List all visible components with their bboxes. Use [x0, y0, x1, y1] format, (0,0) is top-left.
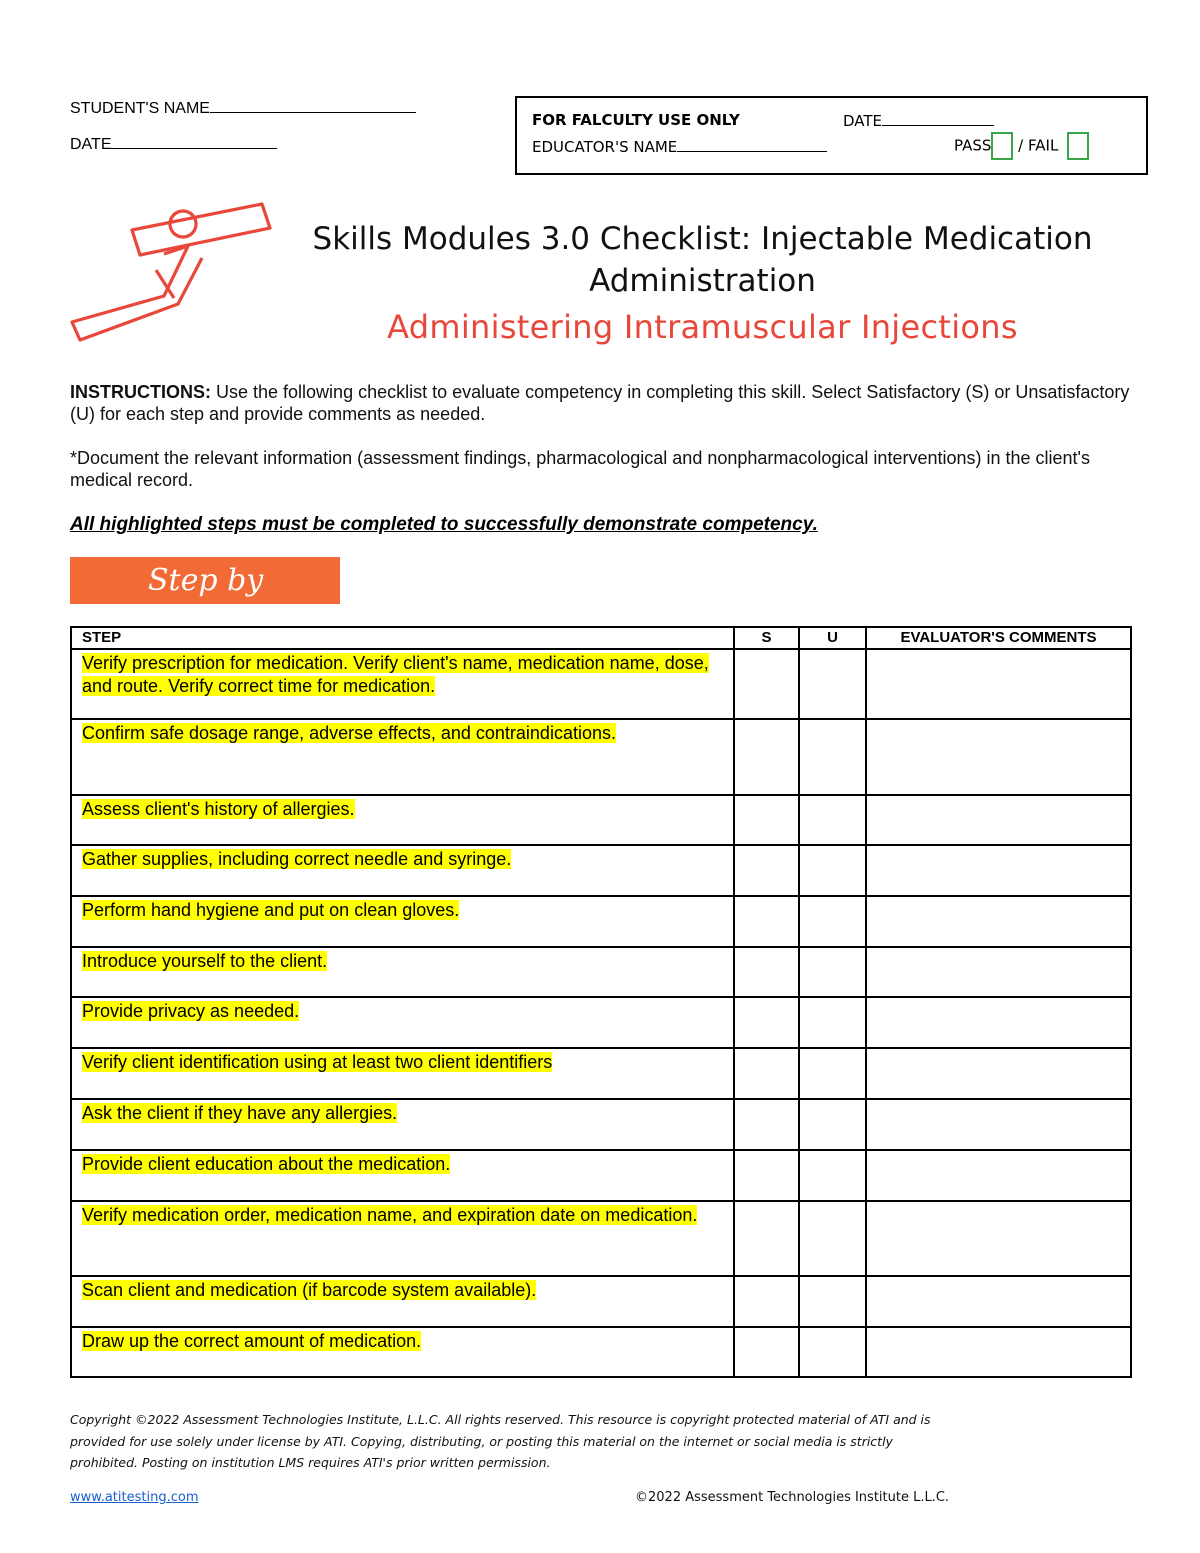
comments-cell[interactable]: [866, 947, 1131, 997]
u-cell[interactable]: [799, 997, 866, 1048]
step-text: Scan client and medication (if barcode system available).: [82, 1280, 537, 1300]
table-row: [71, 1048, 1131, 1099]
comments-cell[interactable]: [866, 1150, 1131, 1201]
page-subtitle: Administering Intramuscular Injections: [387, 308, 1018, 346]
copyright-line-2: provided for use solely under license by ATI. Copying, distributing, or posting this material on the internet or social media is strictly: [70, 1433, 893, 1449]
s-cell[interactable]: [734, 1099, 799, 1150]
table-row: [71, 795, 1131, 845]
comments-cell[interactable]: [866, 845, 1131, 896]
u-cell[interactable]: [799, 795, 866, 845]
table-row: [71, 1327, 1131, 1377]
comments-cell[interactable]: [866, 719, 1131, 795]
fail-label: FAIL: [1028, 136, 1059, 155]
educator-name-field[interactable]: [677, 137, 827, 152]
ati-website-link[interactable]: www.atitesting.com: [70, 1490, 199, 1505]
comments-cell[interactable]: [866, 997, 1131, 1048]
step-cell: [71, 845, 734, 896]
instructions-paragraph: [70, 381, 1130, 425]
pass-fail-group: [954, 132, 1089, 160]
faculty-date-label: DATE: [843, 111, 994, 130]
s-cell[interactable]: [734, 947, 799, 997]
step-cell: [71, 1150, 734, 1201]
comments-cell[interactable]: [866, 896, 1131, 947]
step-text: Ask the client if they have any allergies.: [82, 1103, 398, 1123]
table-row: [71, 997, 1131, 1048]
u-cell[interactable]: [799, 1201, 866, 1276]
faculty-title: FOR FALCULTY USE ONLY: [532, 111, 740, 129]
s-cell[interactable]: [734, 845, 799, 896]
u-cell[interactable]: [799, 845, 866, 896]
s-cell[interactable]: [734, 896, 799, 947]
copyright-line-3: prohibited. Posting on institution LMS requires ATI's prior written permission.: [70, 1455, 551, 1470]
step-by-step-banner: Step by Step: [70, 557, 340, 604]
s-cell[interactable]: [734, 1048, 799, 1099]
table-row: [71, 1150, 1131, 1201]
s-cell[interactable]: [734, 719, 799, 795]
title-line-2: Administration: [589, 263, 816, 299]
step-text: Assess client's history of allergies.: [82, 799, 355, 819]
step-cell: [71, 795, 734, 845]
step-text: Verify prescription for medication. Verify client's name, medication name, dose, and route. Verify correct time for medication.: [82, 653, 709, 696]
header-comments: EVALUATOR'S COMMENTS: [866, 627, 1131, 649]
table-row: [71, 845, 1131, 896]
instructions-label: INSTRUCTIONS:: [70, 382, 211, 402]
step-cell: [71, 1201, 734, 1276]
comments-cell[interactable]: [866, 795, 1131, 845]
s-cell[interactable]: [734, 1201, 799, 1276]
step-cell: [71, 1048, 734, 1099]
student-date-field[interactable]: [111, 134, 277, 149]
step-cell: [71, 1327, 734, 1377]
educator-name-label: EDUCATOR'S NAME: [532, 137, 827, 156]
s-cell[interactable]: [734, 997, 799, 1048]
table-row: [71, 1276, 1131, 1327]
s-cell[interactable]: [734, 1327, 799, 1377]
u-cell[interactable]: [799, 1327, 866, 1377]
step-text: Confirm safe dosage range, adverse effects, and contraindications.: [82, 723, 616, 743]
step-text: Verify client identification using at least two client identifiers: [82, 1052, 553, 1072]
header-s: S: [734, 627, 799, 649]
pass-checkbox[interactable]: [991, 132, 1013, 160]
u-cell[interactable]: [799, 719, 866, 795]
s-cell[interactable]: [734, 649, 799, 719]
step-text: Verify medication order, medication name, and expiration date on medication.: [82, 1205, 698, 1225]
step-cell: [71, 947, 734, 997]
u-cell[interactable]: [799, 1150, 866, 1201]
table-row: [71, 947, 1131, 997]
instructions: [70, 381, 1130, 513]
pass-label: PASS: [954, 136, 992, 155]
ati-figure-logo-icon: [68, 200, 273, 345]
u-cell[interactable]: [799, 649, 866, 719]
step-cell: [71, 896, 734, 947]
u-cell[interactable]: [799, 947, 866, 997]
checklist-table: [70, 626, 1132, 1378]
u-cell[interactable]: [799, 1048, 866, 1099]
student-name-field[interactable]: [210, 98, 416, 113]
step-cell: [71, 719, 734, 795]
comments-cell[interactable]: [866, 1276, 1131, 1327]
student-name-label: STUDENT'S NAME: [70, 100, 210, 117]
copyright-line-1: Copyright ©2022 Assessment Technologies Institute, L.L.C. All rights reserved. This resource is copyright protected material of ATI and is: [70, 1412, 931, 1427]
comments-cell[interactable]: [866, 649, 1131, 719]
comments-cell[interactable]: [866, 1099, 1131, 1150]
table-row: [71, 896, 1131, 947]
document-note: *Document the relevant information (assessment findings, pharmacological and nonpharmacological interventions) in the client's medical record.: [70, 448, 1090, 490]
table-row: [71, 649, 1131, 719]
header-u: U: [799, 627, 866, 649]
instructions-text: Use the following checklist to evaluate competency in completing this skill. Select Satisfactory (S) or Unsatisfactory (U) for each step and provide comments as needed.: [70, 382, 1130, 424]
pass-fail-separator: /: [1018, 136, 1024, 155]
table-header-row: [71, 627, 1131, 649]
page-title: [290, 218, 1115, 302]
copyright-notice: [70, 1409, 1070, 1474]
faculty-date-field[interactable]: [882, 111, 994, 126]
step-text: Perform hand hygiene and put on clean gloves.: [82, 900, 460, 920]
comments-cell[interactable]: [866, 1201, 1131, 1276]
faculty-use-box: [515, 96, 1148, 175]
highlight-note: All highlighted steps must be completed to successfully demonstrate competency.: [70, 514, 818, 535]
step-cell: [71, 649, 734, 719]
title-line-1: Skills Modules 3.0 Checklist: Injectable Medication: [312, 221, 1093, 257]
step-text: Draw up the correct amount of medication.: [82, 1331, 422, 1351]
step-cell: [71, 1276, 734, 1327]
comments-cell[interactable]: [866, 1327, 1131, 1377]
step-text: Gather supplies, including correct needle and syringe.: [82, 849, 512, 869]
step-text: Provide client education about the medication.: [82, 1154, 451, 1174]
table-row: [71, 1201, 1131, 1276]
table-row: [71, 1099, 1131, 1150]
student-date-label: DATE: [70, 136, 112, 153]
u-cell[interactable]: [799, 896, 866, 947]
u-cell[interactable]: [799, 1099, 866, 1150]
step-cell: [71, 1099, 734, 1150]
step-cell: [71, 997, 734, 1048]
s-cell[interactable]: [734, 795, 799, 845]
comments-cell[interactable]: [866, 1048, 1131, 1099]
step-text: Introduce yourself to the client.: [82, 951, 328, 971]
header-step: STEP: [71, 627, 734, 649]
footer-copyright: ©2022 Assessment Technologies Institute L.L.C.: [635, 1490, 950, 1505]
s-cell[interactable]: [734, 1150, 799, 1201]
table-row: [71, 719, 1131, 795]
step-text: Provide privacy as needed.: [82, 1001, 300, 1021]
fail-checkbox[interactable]: [1067, 132, 1089, 160]
u-cell[interactable]: [799, 1276, 866, 1327]
student-info: [70, 98, 416, 170]
s-cell[interactable]: [734, 1276, 799, 1327]
